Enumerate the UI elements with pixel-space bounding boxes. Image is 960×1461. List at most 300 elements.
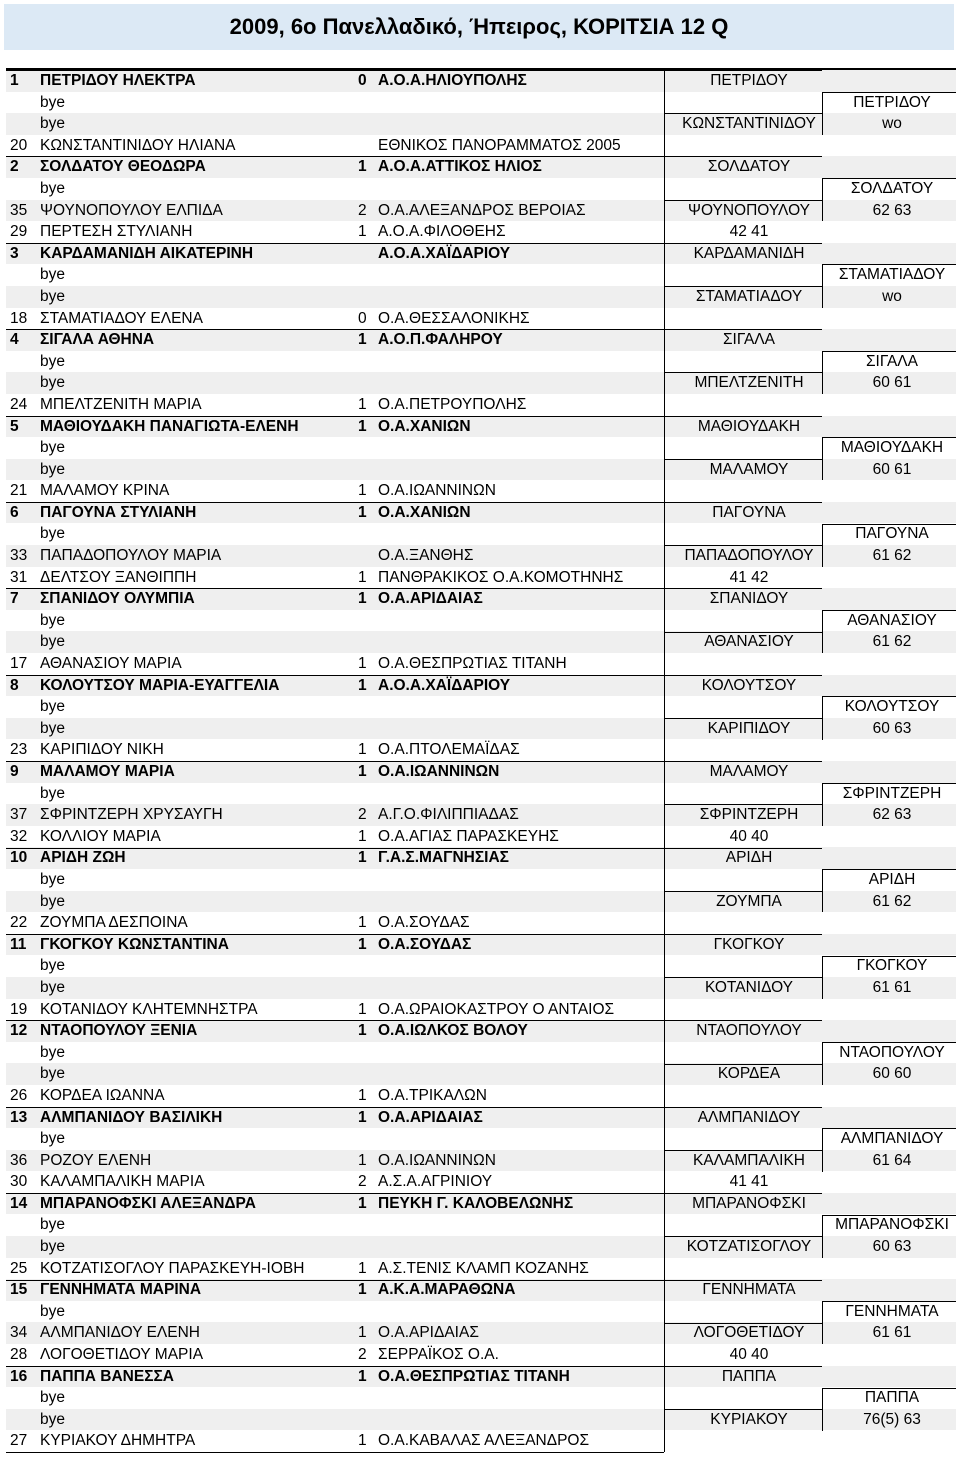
bracket-horizontal-line: [6, 243, 664, 244]
qualifier-cell: 1: [358, 676, 367, 694]
club-name: Ο.Α.ΙΩΛΚΟΣ ΒΟΛΟΥ: [378, 1022, 528, 1040]
round2-cell: ΠΑΓΟΥΝΑ: [712, 503, 786, 521]
round3-cell: 61 64: [872, 1151, 912, 1169]
round3-cell: 60 61: [872, 374, 912, 392]
qualifier-cell: 1: [358, 655, 367, 673]
bracket-horizontal-line: [822, 869, 956, 870]
bracket-vertical-line: [822, 1301, 823, 1344]
draw-row: [6, 135, 956, 157]
round2-cell: ΚΥΡΙΑΚΟΥ: [710, 1410, 788, 1428]
draw-row: [6, 1063, 956, 1085]
qualifier-cell: 1: [358, 395, 367, 413]
bracket-horizontal-line: [822, 92, 956, 93]
club-name: Ο.Α.ΩΡΑΙΟΚΑΣΤΡΟΥ Ο ΑΝΤΑΙΟΣ: [378, 1000, 615, 1018]
bracket-horizontal-line: [822, 264, 956, 265]
draw-row: [6, 1236, 956, 1258]
draw-row: [6, 955, 956, 977]
qualifier-cell: 1: [358, 741, 367, 759]
seed-cell: 1: [10, 72, 19, 89]
seed-cell: 34: [10, 1324, 28, 1342]
draw-row: [6, 92, 956, 114]
seed-cell: 4: [10, 331, 19, 349]
club-name: Ο.Α.ΧΑΝΙΩΝ: [378, 503, 471, 521]
club-name: Ο.Α.ΞΑΝΘΗΣ: [378, 547, 474, 565]
player-name: ΣΠΑΝΙΔΟΥ ΟΛΥΜΠΙΑ: [40, 590, 195, 608]
round3-cell: 60 61: [872, 460, 912, 478]
bracket-horizontal-line: [664, 329, 822, 330]
round2-cell: 42 41: [729, 223, 769, 241]
player-name: bye: [40, 1065, 65, 1083]
player-name: ΚΟΤΖΑΤΙΣΟΓΛΟΥ ΠΑΡΑΣΚΕΥΗ-ΙΟΒΗ: [40, 1259, 305, 1277]
draw-row: [6, 264, 956, 286]
round3-cell: ΑΛΜΠΑΝΙΔΟΥ: [840, 1130, 944, 1148]
round3-cell: ΑΡΙΔΗ: [868, 870, 916, 888]
draw-row: [6, 459, 956, 481]
round3-cell: ΚΟΛΟΥΤΣΟΥ: [844, 698, 940, 716]
draw-row: [6, 1193, 956, 1215]
draw-row: [6, 1387, 956, 1409]
seed-cell: 30: [10, 1173, 28, 1191]
bracket-vertical-line: [822, 437, 823, 480]
bracket-horizontal-line: [664, 1193, 822, 1194]
qualifier-cell: 2: [358, 1173, 367, 1191]
club-name: Α.Ο.Α.ΗΛΙΟΥΠΟΛΗΣ: [378, 72, 527, 89]
round3-cell: ΓΕΝΝΗΜΑΤΑ: [845, 1302, 939, 1320]
bracket-horizontal-line: [664, 1107, 822, 1108]
draw-row: [6, 631, 956, 653]
draw-row: [6, 113, 956, 135]
club-name: Α.Γ.Ο.ΦΙΛΙΠΠΙΑΔΑΣ: [378, 806, 519, 824]
player-name: bye: [40, 957, 65, 975]
bracket-vertical-line: [822, 1042, 823, 1085]
round2-cell: ΜΑΛΑΜΟΥ: [709, 460, 789, 478]
round3-cell: ΓΚΟΓΚΟΥ: [856, 957, 928, 975]
round2-cell: ΜΠΕΛΤΖΕΝΙΤΗ: [694, 374, 804, 392]
seed-cell: 33: [10, 547, 28, 565]
bracket-horizontal-line: [664, 718, 822, 719]
seed-cell: 3: [10, 244, 19, 262]
draw-row: [6, 156, 956, 178]
draw-row: [6, 1107, 956, 1129]
player-name: ΑΘΑΝΑΣΙΟΥ ΜΑΡΙΑ: [40, 655, 182, 673]
club-name: Ο.Α.ΙΩΑΝΝΙΝΩΝ: [378, 1151, 496, 1169]
player-name: ΚΟΤΑΝΙΔΟΥ ΚΛΗΤΕΜΝΗΣΤΡΑ: [40, 1000, 258, 1018]
bracket-horizontal-line: [664, 372, 822, 373]
draw-row: [6, 394, 956, 416]
draw-row: [6, 739, 956, 761]
bracket-horizontal-line: [664, 1323, 822, 1324]
round3-cell: ΜΑΘΙΟΥΔΑΚΗ: [840, 439, 944, 457]
seed-cell: 16: [10, 1367, 28, 1385]
player-name: ΚΩΝΣΤΑΝΤΙΝΙΔΟΥ ΗΛΙΑΝΑ: [40, 136, 236, 154]
seed-cell: 8: [10, 676, 19, 694]
draw-row: [6, 416, 956, 438]
bracket-horizontal-line: [822, 1042, 956, 1043]
round2-cell: ΚΑΛΑΜΠΑΛΙΚΗ: [692, 1151, 805, 1169]
draw-row: [6, 437, 956, 459]
bracket-vertical-line: [822, 92, 823, 135]
player-name: ΚΑΛΑΜΠΑΛΙΚΗ ΜΑΡΙΑ: [40, 1173, 205, 1191]
draw-row: [6, 1366, 956, 1388]
draw-row: [6, 653, 956, 675]
round2-cell: ΑΛΜΠΑΝΙΔΟΥ: [697, 1108, 801, 1126]
club-name: Α.Ο.Α.ΧΑΪΔΑΡΙΟΥ: [378, 244, 511, 262]
club-name: Α.Ο.Α.ΦΙΛΟΘΕΗΣ: [378, 223, 506, 241]
bracket-horizontal-line: [822, 437, 956, 438]
bracket-horizontal-line: [664, 459, 822, 460]
bracket-horizontal-line: [6, 1280, 664, 1281]
qualifier-cell: 0: [358, 309, 367, 327]
draw-row: [6, 588, 956, 610]
round3-cell: ΣΙΓΑΛΑ: [865, 352, 919, 370]
club-name: Ο.Α.ΑΡΙΔΑΙΑΣ: [378, 1108, 483, 1126]
seed-cell: 37: [10, 806, 28, 824]
qualifier-cell: 1: [358, 1324, 367, 1342]
bracket-horizontal-line: [6, 1366, 664, 1367]
round2-cell: 40 40: [729, 827, 769, 845]
player-name: ΠΑΓΟΥΝΑ ΣΤΥΛΙΑΝΗ: [40, 503, 197, 521]
bracket-horizontal-line: [664, 502, 822, 503]
bracket-horizontal-line: [664, 1020, 822, 1021]
seed-cell: 20: [10, 136, 28, 154]
draw-row: [6, 243, 956, 265]
draw-row: [6, 308, 956, 330]
round2-cell: ΚΑΡΔΑΜΑΝΙΔΗ: [693, 244, 805, 262]
player-name: bye: [40, 374, 65, 392]
player-name: bye: [40, 1216, 65, 1234]
club-name: ΣΕΡΡΑΪΚΟΣ Ο.Α.: [378, 1346, 499, 1364]
bracket-vertical-line: [822, 264, 823, 307]
seed-cell: 10: [10, 849, 28, 867]
qualifier-cell: 1: [358, 568, 367, 586]
player-name: bye: [40, 1238, 65, 1256]
draw-row: [6, 178, 956, 200]
round3-cell: 62 63: [872, 806, 912, 824]
player-name: bye: [40, 352, 65, 370]
round2-cell: ΖΟΥΜΠΑ: [716, 892, 782, 910]
bracket-horizontal-line: [664, 70, 822, 71]
round2-cell: 41 41: [729, 1173, 769, 1191]
draw-row: [6, 912, 956, 934]
bracket-vertical-line: [822, 351, 823, 394]
bracket-horizontal-line: [6, 675, 664, 676]
bracket-horizontal-line: [664, 804, 822, 805]
qualifier-cell: 2: [358, 806, 367, 824]
round3-cell: 61 61: [872, 978, 912, 996]
club-name: Α.Σ.ΤΕΝΙΣ ΚΛΑΜΠ ΚΟΖΑΝΗΣ: [378, 1259, 589, 1277]
bracket-vertical-line: [822, 178, 823, 221]
player-name: ΜΑΛΑΜΟΥ ΚΡΙΝΑ: [40, 482, 170, 500]
player-name: ΚΥΡΙΑΚΟΥ ΔΗΜΗΤΡΑ: [40, 1432, 196, 1450]
draw-row: [6, 567, 956, 589]
player-name: ΜΑΛΑΜΟΥ ΜΑΡΙΑ: [40, 763, 175, 780]
seed-cell: 27: [10, 1432, 28, 1450]
club-name: Ο.Α.ΠΕΤΡΟΥΠΟΛΗΣ: [378, 395, 527, 413]
qualifier-cell: 1: [358, 1281, 367, 1299]
round2-cell: ΛΟΓΟΘΕΤΙΔΟΥ: [693, 1324, 805, 1342]
qualifier-cell: 1: [358, 590, 367, 608]
draw-row: [6, 70, 956, 92]
draw-row: [6, 999, 956, 1021]
club-name: Α.Κ.Α.ΜΑΡΑΘΩΝΑ: [378, 1281, 516, 1299]
player-name: ΛΟΓΟΘΕΤΙΔΟΥ ΜΑΡΙΑ: [40, 1346, 204, 1364]
round3-cell: ΠΕΤΡΙΔΟΥ: [853, 93, 931, 111]
qualifier-cell: 1: [358, 1194, 367, 1212]
club-name: Ο.Α.ΧΑΝΙΩΝ: [378, 417, 471, 435]
club-name: ΠΑΝΘΡΑΚΙΚΟΣ Ο.Α.ΚΟΜΟΤΗΝΗΣ: [378, 568, 624, 586]
round3-cell: ΠΑΠΠΑ: [864, 1389, 920, 1407]
round3-cell: 61 62: [872, 633, 912, 651]
player-name: ΑΛΜΠΑΝΙΔΟΥ ΕΛΕΝΗ: [40, 1324, 201, 1342]
draw-row: [6, 545, 956, 567]
club-name: Ο.Α.ΙΩΑΝΝΙΝΩΝ: [378, 763, 500, 780]
club-name: Ο.Α.ΑΡΙΔΑΙΑΣ: [378, 1324, 479, 1342]
qualifier-cell: 1: [358, 503, 367, 521]
seed-cell: 5: [10, 417, 19, 435]
bracket-horizontal-line: [822, 696, 956, 697]
bracket-horizontal-line: [822, 178, 956, 179]
draw-row: [6, 826, 956, 848]
bracket-vertical-line: [822, 610, 823, 653]
player-name: ΡΟΖΟΥ ΕΛΕΝΗ: [40, 1151, 152, 1169]
round3-cell: 60 63: [872, 1238, 912, 1256]
club-name: Ο.Α.ΘΕΣΠΡΩΤΙΑΣ ΤΙΤΑΝΗ: [378, 655, 567, 673]
player-name: ΑΡΙΔΗ ΖΩΗ: [40, 849, 126, 867]
qualifier-cell: 1: [358, 417, 367, 435]
player-name: ΚΑΡΔΑΜΑΝΙΔΗ ΑΙΚΑΤΕΡΙΝΗ: [40, 244, 254, 262]
player-name: bye: [40, 1130, 65, 1148]
qualifier-cell: 1: [358, 827, 367, 845]
draw-row: [6, 1214, 956, 1236]
seed-cell: 12: [10, 1022, 28, 1040]
qualifier-cell: 1: [358, 1259, 367, 1277]
bracket-horizontal-line: [664, 545, 822, 546]
seed-cell: 17: [10, 655, 28, 673]
bracket-horizontal-line: [822, 783, 956, 784]
bracket-horizontal-line: [6, 502, 664, 503]
club-name: Ο.Α.ΑΛΕΞΑΝΔΡΟΣ ΒΕΡΟΙΑΣ: [378, 201, 586, 219]
player-name: ΨΟΥΝΟΠΟΥΛΟΥ ΕΛΠΙΔΑ: [40, 201, 223, 219]
bracket-horizontal-line: [664, 416, 822, 417]
bracket-horizontal-line: [664, 891, 822, 892]
player-name: bye: [40, 179, 65, 197]
player-name: bye: [40, 266, 65, 284]
player-name: bye: [40, 892, 65, 910]
draw-row: [6, 891, 956, 913]
seed-cell: 6: [10, 503, 19, 521]
draw-row: [6, 1150, 956, 1172]
bracket-vertical-line: [822, 1388, 823, 1431]
player-name: bye: [40, 784, 65, 802]
draw-row: [6, 286, 956, 308]
bracket-horizontal-line: [664, 934, 822, 935]
qualifier-cell: 1: [358, 482, 367, 500]
round3-cell: ΣΦΡΙΝΤΖΕΡΗ: [842, 784, 942, 802]
seed-cell: 11: [10, 935, 27, 953]
club-name: Ο.Α.ΚΑΒΑΛΑΣ ΑΛΕΞΑΝΔΡΟΣ: [378, 1432, 590, 1450]
player-name: ΔΕΛΤΣΟΥ ΞΑΝΘΙΠΠΗ: [40, 568, 197, 586]
bracket-horizontal-line: [664, 286, 822, 287]
draw-row: [6, 1085, 956, 1107]
club-name: Ο.Α.ΑΡΙΔΑΙΑΣ: [378, 590, 483, 608]
player-name: bye: [40, 439, 65, 457]
player-name: ΜΠΑΡΑΝΟΦΣΚΙ ΑΛΕΞΑΝΔΡΑ: [40, 1194, 256, 1212]
draw-row: [6, 869, 956, 891]
round2-cell: ΣΟΛΔΑΤΟΥ: [707, 158, 791, 176]
round2-cell: ΚΟΛΟΥΤΣΟΥ: [701, 676, 797, 694]
qualifier-cell: 1: [358, 331, 367, 349]
qualifier-cell: 1: [358, 1022, 367, 1040]
club-name: Ο.Α.ΘΕΣΣΑΛΟΝΙΚΗΣ: [378, 309, 530, 327]
bracket-horizontal-line: [664, 113, 822, 114]
draw-row: [6, 1042, 956, 1064]
bracket-horizontal-line: [822, 956, 956, 957]
player-name: bye: [40, 633, 65, 651]
player-name: ΚΟΛΟΥΤΣΟΥ ΜΑΡΙΑ-ΕΥΑΓΓΕΛΙΑ: [40, 676, 280, 694]
bracket-vertical-line: [822, 956, 823, 999]
draw-row: [6, 480, 956, 502]
draw-row: [6, 1301, 956, 1323]
draw-row: [6, 610, 956, 632]
round2-cell: ΚΟΡΔΕΑ: [717, 1065, 781, 1083]
seed-cell: 14: [10, 1194, 28, 1212]
seed-cell: 35: [10, 201, 28, 219]
round2-cell: ΑΡΙΔΗ: [725, 849, 773, 867]
player-name: ΝΤΑΟΠΟΥΛΟΥ ΞΕΝΙΑ: [40, 1022, 198, 1040]
round2-cell: ΓΚΟΓΚΟΥ: [713, 935, 785, 953]
player-name: ΣΦΡΙΝΤΖΕΡΗ ΧΡΥΣΑΥΓΗ: [40, 806, 223, 824]
round2-cell: ΣΠΑΝΙΔΟΥ: [709, 590, 789, 608]
round3-cell: ΑΘΑΝΑΣΙΟΥ: [847, 611, 937, 629]
qualifier-cell: 1: [358, 158, 367, 176]
player-name: ΚΟΛΛΙΟΥ ΜΑΡΙΑ: [40, 827, 161, 845]
qualifier-cell: 1: [358, 1108, 367, 1126]
seed-cell: 13: [10, 1108, 28, 1126]
bracket-horizontal-line: [664, 156, 822, 157]
club-name: Ο.Α.ΠΤΟΛΕΜΑΪΔΑΣ: [378, 741, 520, 759]
player-name: ΠΑΠΠΑ ΒΑΝΕΣΣΑ: [40, 1367, 174, 1385]
club-name: Α.Ο.Α.ΧΑΪΔΑΡΙΟΥ: [378, 676, 511, 694]
bracket-horizontal-line: [822, 610, 956, 611]
club-name: Α.Σ.Α.ΑΓΡΙΝΙΟΥ: [378, 1173, 493, 1191]
page-title: 2009, 6ο Πανελλαδικό, Ήπειρος, ΚΟΡΙΤΣΙΑ 12 Q: [229, 14, 729, 39]
club-name: Ο.Α.ΤΡΙΚΑΛΩΝ: [378, 1086, 487, 1104]
draw-row: [6, 847, 956, 869]
bracket-vertical-line: [822, 524, 823, 567]
bracket-horizontal-line: [664, 1409, 822, 1410]
draw-row: [6, 1128, 956, 1150]
seed-cell: 21: [10, 482, 28, 500]
round2-cell: ΜΑΘΙΟΥΔΑΚΗ: [697, 417, 801, 435]
qualifier-cell: 1: [358, 763, 367, 780]
bracket-horizontal-line: [664, 1064, 822, 1065]
seed-cell: 29: [10, 223, 28, 241]
round2-cell: ΝΤΑΟΠΟΥΛΟΥ: [696, 1022, 802, 1040]
bracket-horizontal-line: [6, 1452, 664, 1453]
player-name: bye: [40, 1043, 65, 1061]
round3-cell: ΣΤΑΜΑΤΙΑΔΟΥ: [838, 266, 946, 284]
bracket-horizontal-line: [664, 1280, 822, 1281]
round3-cell: wo: [882, 287, 902, 305]
round3-cell: 62 63: [872, 201, 912, 219]
seed-cell: 32: [10, 827, 28, 845]
player-name: ΚΟΡΔΕΑ ΙΩΑΝΝΑ: [40, 1086, 165, 1104]
player-name: bye: [40, 611, 65, 629]
player-name: bye: [40, 870, 65, 888]
round3-cell: ΜΠΑΡΑΝΟΦΣΚΙ: [835, 1216, 949, 1234]
player-name: ΓΚΟΓΚΟΥ ΚΩΝΣΤΑΝΤΙΝΑ: [40, 935, 229, 953]
player-name: bye: [40, 698, 65, 716]
seed-cell: 31: [10, 568, 28, 586]
qualifier-cell: 1: [358, 1432, 367, 1450]
draw-row: [6, 329, 956, 351]
round3-cell: 76(5) 63: [863, 1410, 921, 1428]
bracket-vertical-line: [822, 1128, 823, 1171]
bracket-horizontal-line: [664, 977, 822, 978]
round2-cell: ΚΟΤΑΝΙΔΟΥ: [705, 978, 793, 996]
club-name: Ο.Α.ΘΕΣΠΡΩΤΙΑΣ ΤΙΤΑΝΗ: [378, 1367, 570, 1385]
draw-row: [6, 1322, 956, 1344]
round2-cell: ΨΟΥΝΟΠΟΥΛΟΥ: [688, 201, 810, 219]
bracket-horizontal-line: [822, 1128, 956, 1129]
player-name: ΠΕΡΤΕΣΗ ΣΤΥΛΙΑΝΗ: [40, 223, 193, 241]
bracket-horizontal-line: [664, 632, 822, 633]
draw-row: [6, 1020, 956, 1042]
bracket-horizontal-line: [6, 934, 664, 935]
bracket-horizontal-line: [6, 848, 664, 849]
draw-row: [6, 1279, 956, 1301]
bracket-vertical-line: [822, 869, 823, 912]
bracket-horizontal-line: [6, 329, 664, 330]
club-name: Γ.Α.Σ.ΜΑΓΝΗΣΙΑΣ: [378, 849, 509, 867]
round2-cell: ΜΑΛΑΜΟΥ: [709, 763, 789, 780]
club-name: Α.Ο.Π.ΦΑΛΗΡΟΥ: [378, 331, 503, 349]
round3-cell: 61 61: [872, 1324, 912, 1342]
bracket-horizontal-line: [6, 70, 664, 71]
qualifier-cell: 2: [358, 1346, 367, 1364]
bracket-horizontal-line: [664, 1150, 822, 1151]
bracket-horizontal-line: [6, 1107, 664, 1108]
draw-row: [6, 696, 956, 718]
seed-cell: 23: [10, 741, 28, 759]
draw-row: [6, 351, 956, 373]
round3-cell: 61 62: [872, 892, 912, 910]
round2-cell: ΜΠΑΡΑΝΟΦΣΚΙ: [692, 1194, 806, 1212]
bracket-vertical-line: [822, 696, 823, 739]
bracket-horizontal-line: [664, 761, 822, 762]
bracket-horizontal-line: [822, 351, 956, 352]
player-name: ΣΤΑΜΑΤΙΑΔΟΥ ΕΛΕΝΑ: [40, 309, 203, 327]
bracket-horizontal-line: [6, 156, 664, 157]
qualifier-cell: 1: [358, 223, 367, 241]
bracket-horizontal-line: [664, 1236, 822, 1237]
bracket-vertical-line: [822, 783, 823, 826]
round2-cell: ΓΕΝΝΗΜΑΤΑ: [702, 1281, 796, 1299]
draw-row: [6, 934, 956, 956]
draw-row: [6, 523, 956, 545]
round2-cell: 40 40: [729, 1346, 769, 1364]
draw-row: [6, 977, 956, 999]
round3-cell: ΠΑΓΟΥΝΑ: [855, 525, 929, 543]
player-name: ΠΕΤΡΙΔΟΥ ΗΛΕΚΤΡΑ: [40, 72, 196, 89]
player-name: bye: [40, 93, 65, 111]
draw-row: [6, 502, 956, 524]
bracket-horizontal-line: [664, 1366, 822, 1367]
player-name: bye: [40, 287, 65, 305]
player-name: ΖΟΥΜΠΑ ΔΕΣΠΟΙΝΑ: [40, 914, 188, 932]
round3-cell: wo: [882, 115, 902, 133]
round2-cell: ΚΩΝΣΤΑΝΤΙΝΙΔΟΥ: [682, 115, 816, 133]
